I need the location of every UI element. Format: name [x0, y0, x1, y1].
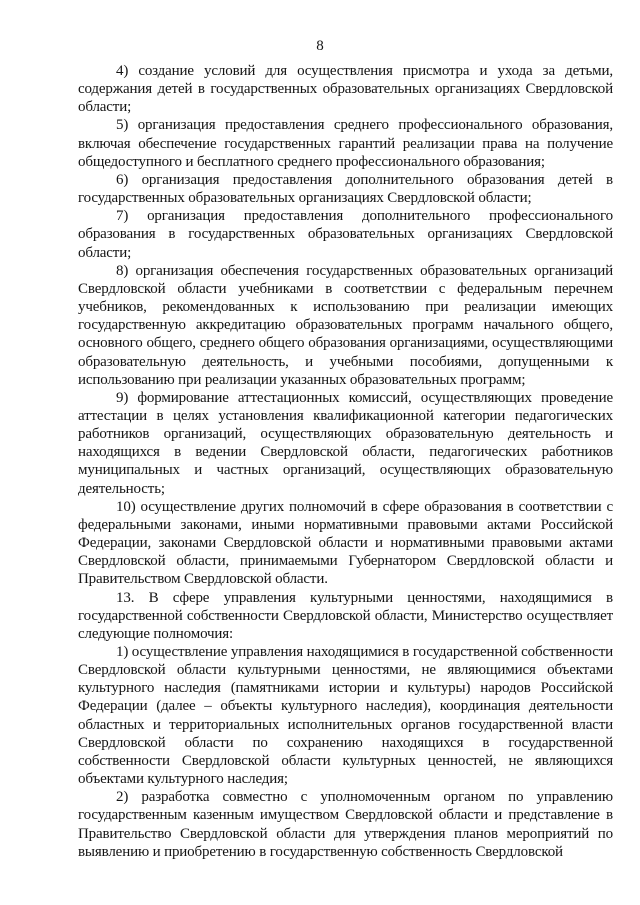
paragraph-item-6: 6) организация предоставления дополнительного образования детей в государственных образовательных организациях Свердловской области;: [78, 171, 613, 207]
paragraph-item-7: 7) организация предоставления дополнительного профессионального образования в государственных образовательных организациях Свердловской области;: [78, 208, 613, 261]
paragraph-item-8: 8) организация обеспечения государственных образовательных организаций Свердловской области учебниками в соответствии с федеральным перечнем учебников, рекомендованных к использованию при реализации имеющих государственную аккредитацию образовательных программ начального общего, основного общего, среднего общего образования организациями, осуществляющими образовательную деятельность, и учебными пособиями, допущенными к использованию при реализации указанных образовательных программ;: [78, 262, 613, 388]
page-number: 8: [316, 38, 324, 54]
paragraph-item-9: 9) формирование аттестационных комиссий, осуществляющих проведение аттестации в целях установления квалификационной категории педагогических работников организаций, осуществляющих образовательную деятельность и находящихся в ведении Свердловской области, педагогических работников муниципальных и частных организаций, осуществляющих образовательную деятельность;: [78, 389, 613, 497]
paragraph-item-10: 10) осуществление других полномочий в сфере образования в соответствии с федеральными законами, иными нормативными правовыми актами Российской Федерации, законами Свердловской области и нормативными правовыми актами Свердловской области, принимаемыми Губернатором Свердловской области и Правительством Свердловской области.: [78, 498, 613, 588]
section-13-heading: 13. В сфере управления культурными ценностями, находящимися в государственной собственности Свердловской области, Министерство осуществляет следующие полномочия:: [78, 589, 613, 642]
section-13-item-2: 2) разработка совместно с уполномоченным органом по управлению государственным казенным имуществом Свердловской области и представление в Правительство Свердловской области для утверждения планов мероприятий по выявлению и приобретению в государственную собственность Свердловской: [78, 789, 613, 860]
document-body: [78, 62, 613, 861]
paragraph-item-4: 4) создание условий для осуществления присмотра и ухода за детьми, содержания детей в государственных образовательных организациях Свердловской области;: [78, 63, 613, 116]
paragraph-item-5: 5) организация предоставления среднего профессионального образования, включая обеспечение государственных гарантий реализации права на получение общедоступного и бесплатного среднего профессионального образования;: [78, 117, 613, 170]
section-13-item-1: 1) осуществление управления находящимися в государственной собственности Свердловской области культурными ценностями, не являющимися объектами культурного наследия (памятниками истории и культуры) народов Российской Федерации (далее – объекты культурного наследия), координация деятельности областных и территориальных исполнительных органов государственной власти Свердловской области по сохранению находящихся в государственной собственности Свердловской области культурных ценностей, не являющихся объектами культурного наследия;: [78, 644, 613, 788]
